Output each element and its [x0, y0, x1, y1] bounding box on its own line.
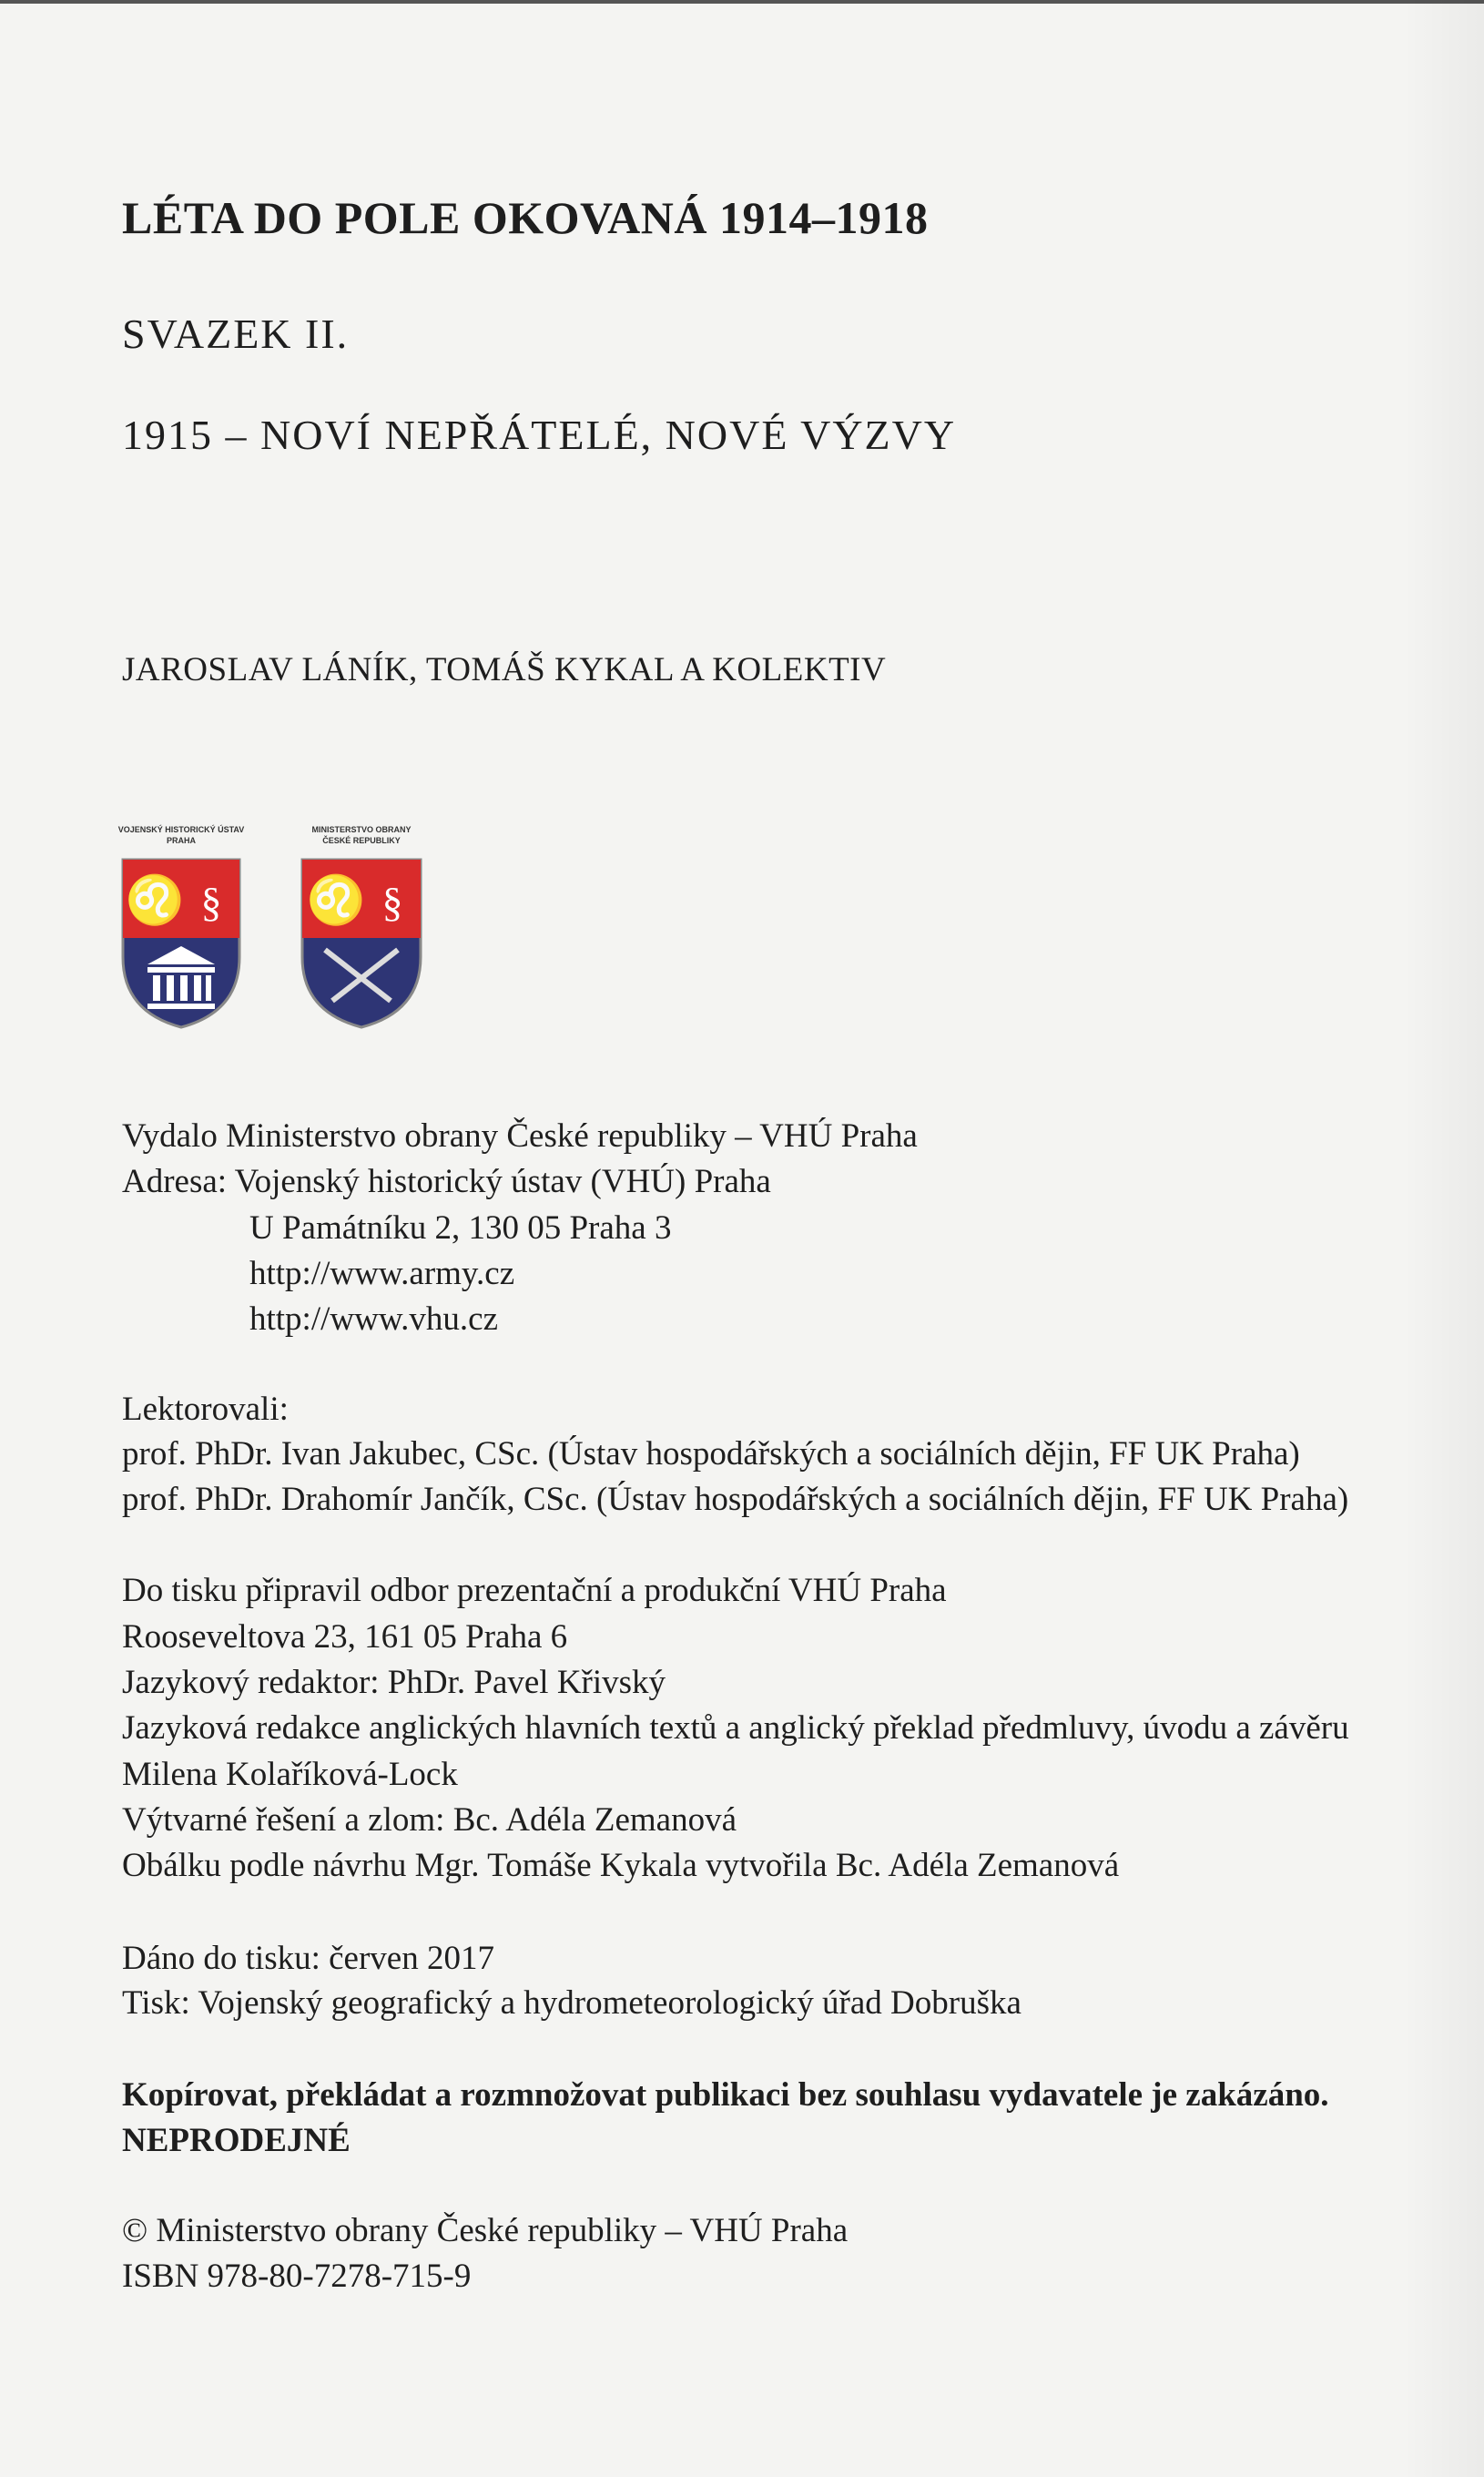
reviewer-2: prof. PhDr. Drahomír Jančík, CSc. (Ústav hospodářských a sociálních dějin, FF UK Praha) — [122, 1481, 1349, 1518]
production-line: Obálku podle návrhu Mgr. Tomáše Kykala vytvořila Bc. Adéla Zemanová — [122, 1847, 1120, 1884]
production-line: Jazyková redakce anglických hlavních textů a anglický překlad předmluvy, úvodu a závěru — [122, 1709, 1349, 1747]
mod-logo — [284, 824, 439, 1030]
authors: JAROSLAV LÁNÍK, TOMÁŠ KYKAL A KOLEKTIV — [122, 651, 887, 688]
reviewer-1: prof. PhDr. Ivan Jakubec, CSc. (Ústav hospodářských a sociálních dějin, FF UK Praha) — [122, 1435, 1300, 1473]
coat-of-arms-columns-icon — [120, 857, 242, 1030]
production-line: Jazykový redaktor: PhDr. Pavel Křivský — [122, 1664, 666, 1701]
copyright: © Ministerstvo obrany České republiky – VHÚ Praha — [122, 2212, 849, 2249]
reviewers-label: Lektorovali: — [122, 1391, 289, 1428]
publisher-line: Vydalo Ministerstvo obrany České republiky – VHÚ Praha — [122, 1117, 918, 1155]
coat-of-arms-swords-icon — [300, 857, 423, 1030]
production-line: Rooseveltova 23, 161 05 Praha 6 — [122, 1618, 568, 1656]
logo-caption: MINISTERSTVO OBRANY — [311, 825, 412, 834]
printer: Tisk: Vojenský geografický a hydrometeorologický úřad Dobruška — [122, 1984, 1022, 2022]
street-line: U Památníku 2, 130 05 Praha 3 — [249, 1209, 672, 1247]
not-for-sale: NEPRODEJNÉ — [122, 2122, 351, 2159]
logo-caption: PRAHA — [166, 836, 196, 845]
svg-text:♌: ♌ — [306, 875, 366, 927]
book-title: LÉTA DO POLE OKOVANÁ 1914–1918 — [122, 192, 929, 243]
vhu-logo — [104, 824, 259, 1030]
url-vhu[interactable]: http://www.vhu.cz — [249, 1300, 499, 1338]
page-shadow — [1402, 0, 1484, 2477]
scan-edge — [0, 0, 1484, 4]
volume-label: SVAZEK II. — [122, 311, 350, 357]
production-line: Výtvarné řešení a zlom: Bc. Adéla Zemanová — [122, 1801, 737, 1839]
volume-subtitle: 1915 – NOVÍ NEPŘÁTELÉ, NOVÉ VÝZVY — [122, 412, 957, 458]
production-line: Do tisku připravil odbor prezentační a produkční VHÚ Praha — [122, 1572, 947, 1609]
print-date: Dáno do tisku: červen 2017 — [122, 1940, 494, 1977]
logo-caption: ČESKÉ REPUBLIKY — [322, 836, 401, 845]
copy-notice: Kopírovat, překládat a rozmnožovat publikaci bez souhlasu vydavatele je zakázáno. — [122, 2076, 1329, 2114]
production-line: Milena Kolaříková-Lock — [122, 1756, 458, 1793]
address-line: Adresa: Vojenský historický ústav (VHÚ) Praha — [122, 1163, 771, 1200]
url-army[interactable]: http://www.army.cz — [249, 1255, 515, 1292]
logo-caption: VOJENSKÝ HISTORICKÝ ÚSTAV — [117, 825, 245, 834]
svg-text:♌: ♌ — [125, 875, 185, 927]
isbn: ISBN 978-80-7278-715-9 — [122, 2258, 472, 2295]
svg-text:§: § — [381, 879, 403, 925]
svg-text:§: § — [200, 879, 222, 925]
